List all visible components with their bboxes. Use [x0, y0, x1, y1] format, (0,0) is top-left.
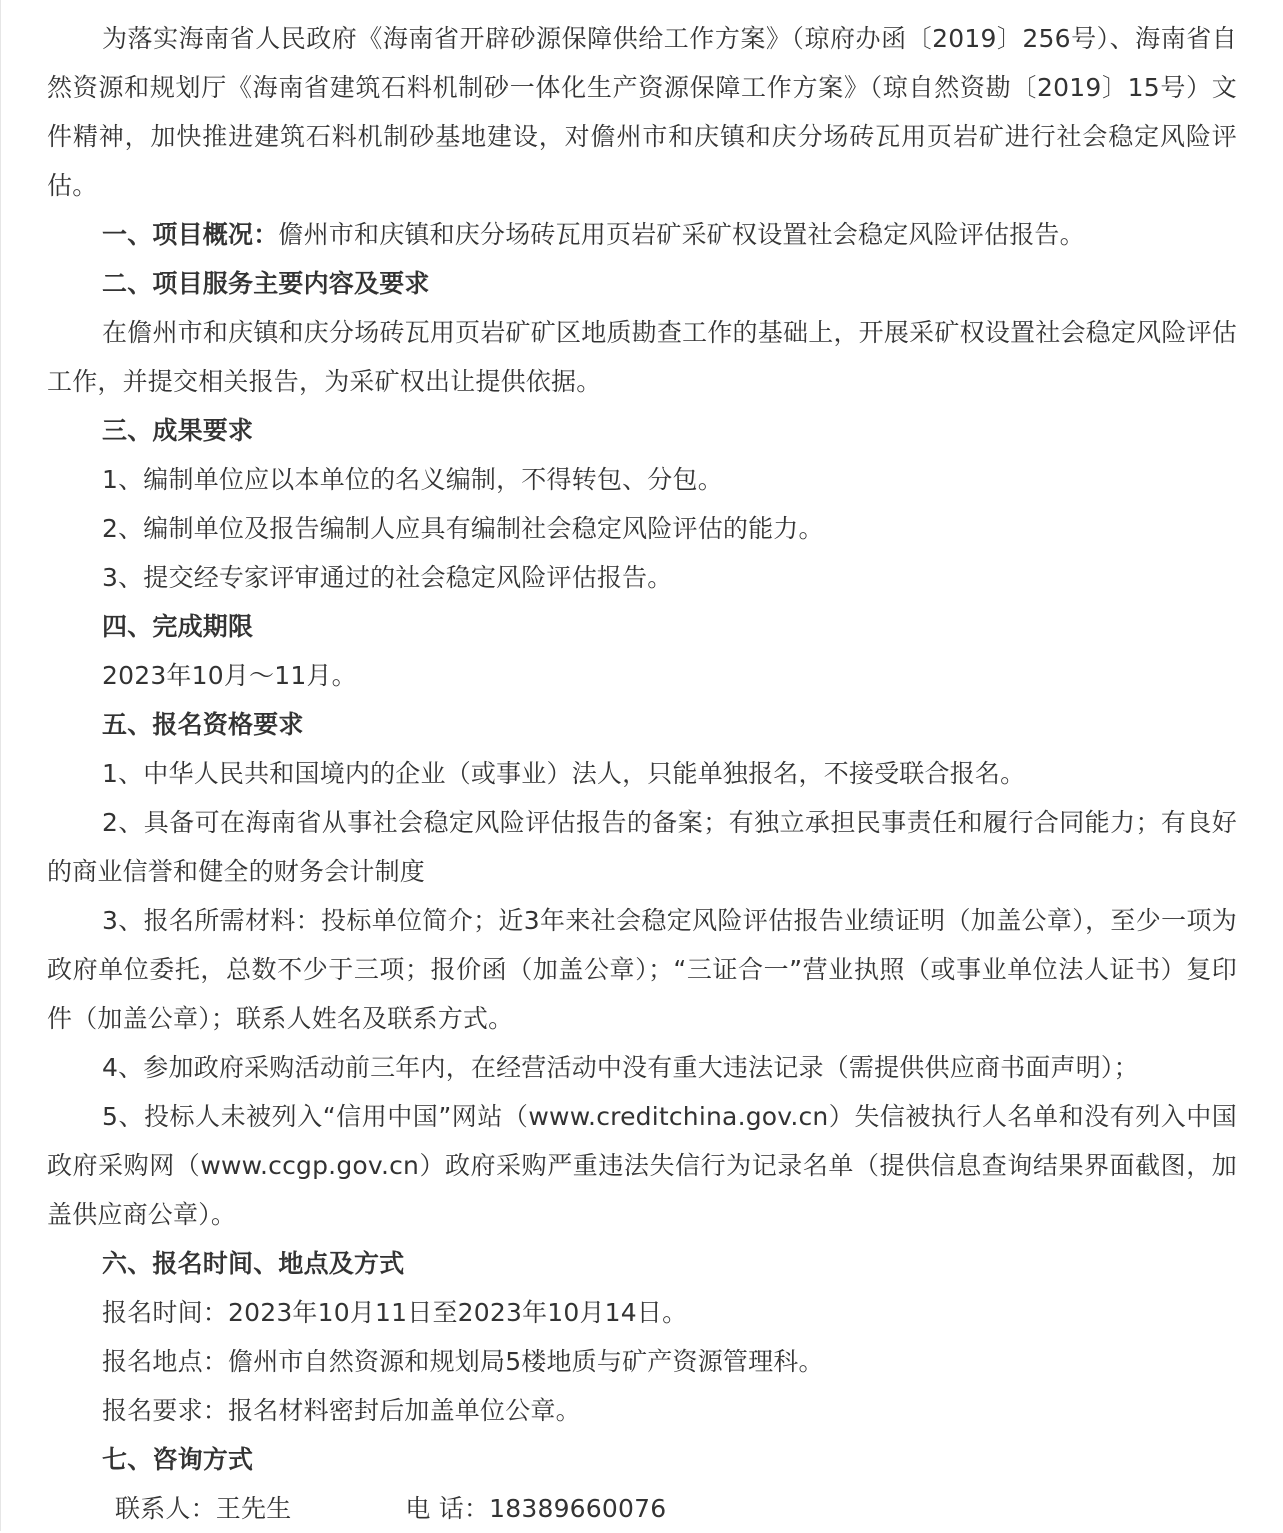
list-item: 4、参加政府采购活动前三年内，在经营活动中没有重大违法记录（需提供供应商书面声明）； — [102, 1053, 1139, 1082]
section-4-heading: 四、完成期限 — [102, 612, 254, 641]
intro-paragraph: 为落实海南省人民政府《海南省开辟砂源保障供给工作方案》（琼府办函〔2019〕256号）、海南省自然资源和规划厅《海南省建筑石料机制砂一体化生产资源保障工作方案》（琼自然资勘〔2019〕15号）文件精神，加快推进建筑石料机制砂基地建设，对儋州市和庆镇和庆分场砖瓦用页岩矿进行社会稳定风险评估。 — [47, 24, 1237, 200]
contact-person: 联系人：王先生 — [115, 1494, 292, 1523]
list-item: 3、提交经专家评审通过的社会稳定风险评估报告。 — [102, 563, 673, 592]
section-3-heading: 三、成果要求 — [102, 416, 254, 445]
list-item: 5、投标人未被列入“信用中国”网站（www.creditchina.gov.cn）失信被执行人名单和没有列入中国政府采购网（www.ccgp.gov.cn）政府采购严重违法失信行为记录名单（提供信息查询结果界面截图，加盖供应商公章）。 — [47, 1102, 1237, 1229]
section-1 — [47, 210, 1237, 259]
registration-time: 报名时间：2023年10月11日至2023年10月14日。 — [102, 1298, 688, 1327]
list-item: 1、中华人民共和国境内的企业（或事业）法人，只能单独报名，不接受联合报名。 — [102, 759, 1026, 788]
registration-place: 报名地点：儋州市自然资源和规划局5楼地质与矿产资源管理科。 — [102, 1347, 824, 1376]
section-1-heading: 一、项目概况： — [102, 220, 279, 249]
contact-phone: 电 话：18389660076 — [405, 1494, 667, 1523]
section-2-heading: 二、项目服务主要内容及要求 — [102, 269, 430, 298]
registration-requirement: 报名要求：报名材料密封后加盖单位公章。 — [102, 1396, 581, 1425]
list-item: 2、编制单位及报告编制人应具有编制社会稳定风险评估的能力。 — [102, 514, 824, 543]
section-4-text: 2023年10月～11月。 — [102, 661, 357, 690]
section-7-heading: 七、咨询方式 — [102, 1445, 254, 1474]
list-item: 2、具备可在海南省从事社会稳定风险评估报告的备案；有独立承担民事责任和履行合同能力；有良好的商业信誉和健全的财务会计制度 — [47, 808, 1237, 886]
list-item: 1、编制单位应以本单位的名义编制，不得转包、分包。 — [102, 465, 723, 494]
section-1-text: 儋州市和庆镇和庆分场砖瓦用页岩矿采矿权设置社会稳定风险评估报告。 — [278, 220, 1085, 249]
section-5-heading: 五、报名资格要求 — [102, 710, 304, 739]
list-item: 3、报名所需材料：投标单位简介；近3年来社会稳定风险评估报告业绩证明（加盖公章），至少一项为政府单位委托，总数不少于三项；报价函（加盖公章）；“三证合一”营业执照（或事业单位法人证书）复印件（加盖公章）；联系人姓名及联系方式。 — [47, 906, 1237, 1033]
contact-line — [47, 1484, 1237, 1533]
section-6-heading: 六、报名时间、地点及方式 — [102, 1249, 405, 1278]
section-2-text: 在儋州市和庆镇和庆分场砖瓦用页岩矿矿区地质勘查工作的基础上，开展采矿权设置社会稳定风险评估工作，并提交相关报告，为采矿权出让提供依据。 — [47, 318, 1237, 396]
